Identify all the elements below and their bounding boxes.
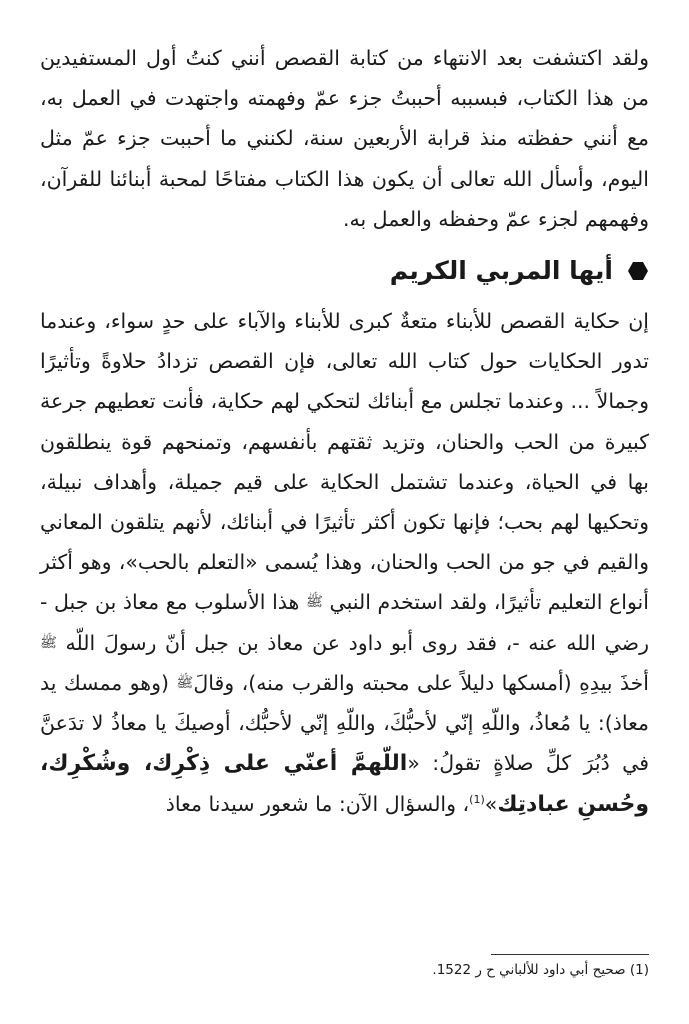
salawat-glyph: ﷺ bbox=[176, 674, 194, 691]
body-text-4: (وهو ممسك يد معاذ): يا مُعاذُ، واللّهِ إنّي لأحبُّكَ، واللّهِ إنّي لأحبُّك، أوصيكَ يا معاذُ لا تدَعنَّ في دُبُرَ كلِّ صلاةٍ تقولُ: « bbox=[40, 670, 649, 776]
salawat-glyph: ﷺ bbox=[40, 634, 57, 651]
section-title: أيها المربي الكريم bbox=[389, 256, 613, 286]
body-text-5: ، والسؤال الآن: ما شعور سيدنا معاذ bbox=[165, 792, 470, 817]
page-content bbox=[40, 38, 649, 1024]
hexagon-bullet-icon bbox=[627, 260, 649, 282]
paragraph-body bbox=[40, 301, 649, 826]
hadith-quote: اللّهمَّ أعنّي على ذِكْرِك، وشُكْرِك، وحُسنِ عبادتِك bbox=[40, 751, 649, 818]
section-heading bbox=[40, 247, 649, 295]
body-text-1: إن حكاية القصص للأبناء متعةٌ كبرى للأبناء والآباء على حدٍ سواء، وعندما تدور الحكايات حول كتاب الله تعالى، فإن القصص تزدادُ حلاوةً وتأثيرًا وجمالاً ... وعندما تجلس مع أبنائك لتحكي لهم حكاية، فأنت تعطيهم جرعة كبيرة من الحب والحنان، وتزيد ثقتهم بأنفسهم، وتمنحهم قوة ينطلقون بها في الحياة، وعندما تشتمل الحكاية على قيم جميلة، وأهداف نبيلة، وتحكيها لهم بحب؛ فإنها تكون أكثر تأثيرًا في أبنائك، لأنهم يتلقون المعاني والقيم في جو من الحب والحنان، وهذا يُسمى «التعلم بالحب»، وهو أكثر أنواع التعليم تأثيرًا، ولقد استخدم النبي bbox=[40, 309, 649, 615]
paragraph-intro: ولقد اكتشفت بعد الانتهاء من كتابة القصص أنني كنتُ أول المستفيدين من هذا الكتاب، فبسببه أحببتُ جزء عمّ وفهمته واجتهدت في العمل به، مع أنني حفظته منذ قرابة الأربعين سنة، لكنني ما أحببت جزء عمّ مثل اليوم، وأسأل الله تعالى أن يكون هذا الكتاب مفتاحًا لمحبة أبنائنا للقرآن، وفهمهم لجزء عمّ وحفظه والعمل به. bbox=[40, 46, 649, 231]
body-text-3: أخذَ بيدِهِ (أمسكها دليلاً على محبته والقرب منه)، وقالَ bbox=[193, 670, 649, 695]
salawat-glyph: ﷺ bbox=[305, 594, 323, 611]
footnote-divider bbox=[491, 954, 649, 955]
footnote-text: (1) صحيح أبي داود للألباني ح ر 1522. bbox=[432, 962, 649, 978]
quote-close: » bbox=[484, 792, 498, 817]
footnote-reference[interactable]: (1) bbox=[469, 793, 485, 807]
body-text-2: هذا الأسلوب مع معاذ بن جبل - رضي الله عنه -، فقد روى أبو داود عن معاذ بن جبل أنّ رسولَ اللّه bbox=[40, 590, 649, 655]
